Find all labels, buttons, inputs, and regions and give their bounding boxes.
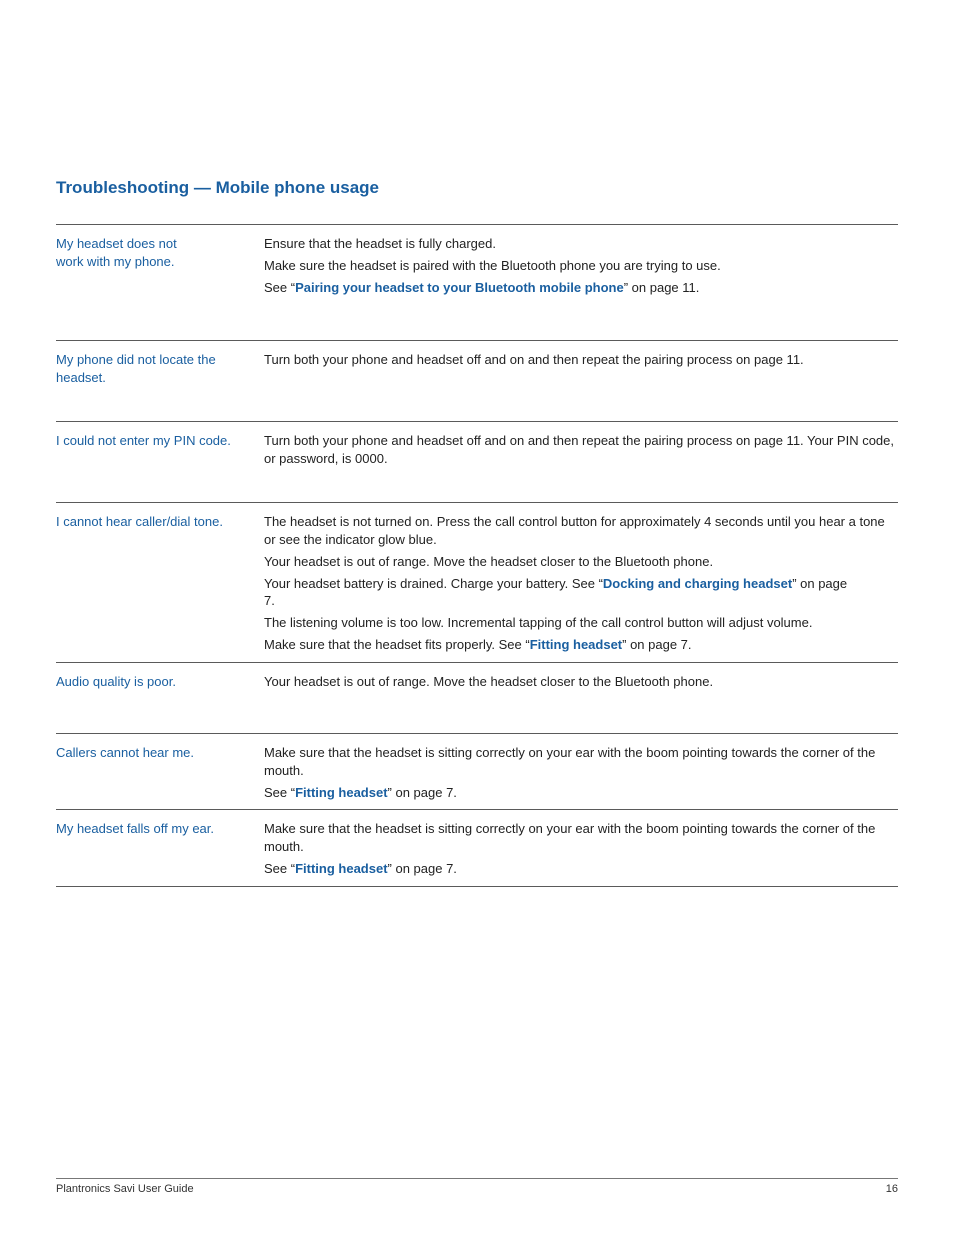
solution-text-after-link: ” on page 7. <box>387 784 457 800</box>
footer-divider <box>56 1178 898 1179</box>
solution-text-before-link: See “ <box>264 860 296 876</box>
problem-text: My phone did not locate the headset. <box>56 352 216 385</box>
solution-text: Turn both your phone and headset off and on and then repeat the pairing process on page 11. <box>264 352 804 367</box>
table-row <box>56 502 898 663</box>
solution-text: The headset is not turned on. Press the call control button for approximately 4 seconds until you hear a tone or see the indicator glow blue. <box>264 514 885 547</box>
solution-text-before-link: Make sure that the headset fits properly. See “ <box>264 637 530 652</box>
solution-text-before-link: See “ <box>264 280 296 295</box>
link-fitting-headset[interactable]: Fitting headset <box>295 784 388 800</box>
solution-text: Make sure that the headset is sitting correctly on your ear with the boom pointing towards the corner of the mouth. <box>264 821 876 854</box>
link-fitting-headset[interactable]: Fitting headset <box>529 637 623 652</box>
table-row <box>56 809 898 887</box>
solution-list <box>264 351 894 373</box>
solution-list <box>264 235 894 301</box>
link-pairing-headset[interactable]: Pairing your headset to your Bluetooth mobile phone <box>295 280 624 295</box>
problem-text: I could not enter my PIN code. <box>56 433 231 448</box>
table-row <box>56 224 898 341</box>
link-fitting-headset[interactable]: Fitting headset <box>295 860 388 876</box>
solution-text <box>264 279 894 297</box>
problem-text: Audio quality is poor. <box>56 674 176 689</box>
solution-text-after-link: ” on page 11. <box>623 280 700 295</box>
solution-list <box>264 513 894 658</box>
solution-text: Make sure that the headset is sitting correctly on your ear with the boom pointing towards the corner of the mouth. <box>264 745 876 778</box>
solution-text <box>264 636 894 654</box>
problem-text: My headset does not work with my phone. <box>56 236 177 269</box>
solution-text: Make sure the headset is paired with the Bluetooth phone you are trying to use. <box>264 258 721 273</box>
solution-text-after-link: ” on page 7. <box>387 860 457 876</box>
solution-text: Your headset is out of range. Move the headset closer to the Bluetooth phone. <box>264 674 714 689</box>
problem-text: I cannot hear caller/dial tone. <box>56 514 223 529</box>
solution-list <box>264 673 894 695</box>
table-row <box>56 421 898 503</box>
footer-page-number: 16 <box>885 1183 898 1195</box>
footer-doc-title: Plantronics Savi User Guide <box>56 1183 194 1195</box>
solution-text-after-link: ” on page 7. <box>622 637 692 652</box>
solution-text: Turn both your phone and headset off and on and then repeat the pairing process on page 11. Your PIN code, or password, is 0000. <box>264 433 895 466</box>
solution-text <box>264 784 894 802</box>
solution-list <box>264 432 894 472</box>
table-row <box>56 733 898 810</box>
solution-list <box>264 820 894 882</box>
solution-text <box>264 860 894 878</box>
solution-text: The listening volume is too low. Incremental tapping of the call control button will adjust volume. <box>264 615 813 630</box>
page-title: Troubleshooting — Mobile phone usage <box>56 178 379 197</box>
solution-text: Your headset is out of range. Move the headset closer to the Bluetooth phone. <box>264 553 714 569</box>
table-row <box>56 662 898 734</box>
link-docking-charging[interactable]: Docking and charging headset <box>602 575 793 591</box>
problem-text: My headset falls off my ear. <box>56 821 214 836</box>
solution-list <box>264 744 894 806</box>
solution-text-before-link: Your headset battery is drained. Charge your battery. See “ <box>264 575 603 591</box>
solution-text: Ensure that the headset is fully charged. <box>264 236 496 251</box>
solution-text <box>264 575 854 610</box>
solution-text-after-link: ” on page 7. <box>264 575 848 608</box>
solution-text-before-link: See “ <box>264 784 296 800</box>
problem-text: Callers cannot hear me. <box>56 745 195 760</box>
table-row <box>56 340 898 422</box>
